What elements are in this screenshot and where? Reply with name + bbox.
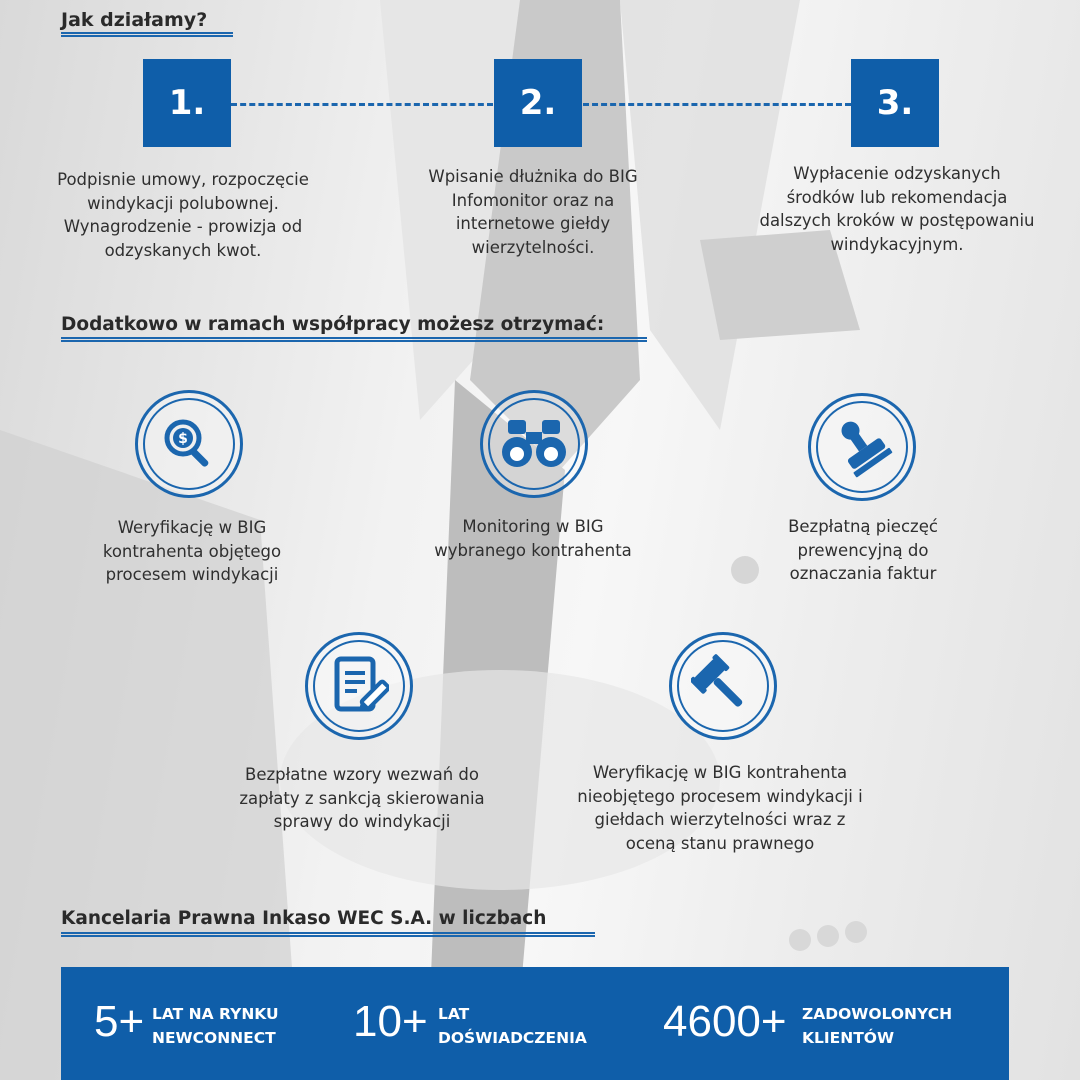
step-1-text: Podpisnie umowy, rozpoczęcie windykacji polubownej. Wynagrodzenie - prowizja od odzyskanych kwot.	[57, 170, 309, 260]
benefit-2-icon-circle	[480, 390, 588, 498]
step-3-text: Wypłacenie odzyskanych środków lub rekomendacja dalszych kroków w postępowaniu windykacyjnym.	[759, 164, 1035, 254]
benefit-3-text: Bezpłatną pieczęć prewencyjną do oznaczania faktur	[788, 517, 938, 583]
benefit-1-icon-circle	[135, 390, 243, 498]
stat-3-label	[802, 1002, 952, 1050]
benefits-title: Dodatkowo w ramach współpracy możesz otrzymać:	[61, 314, 605, 335]
stat-3-label-line1: ZADOWOLONYCH	[802, 1005, 953, 1023]
stat-1-label	[152, 1002, 279, 1050]
benefit-3-icon-circle	[808, 393, 916, 501]
step-connector-2	[583, 103, 851, 106]
benefit-2-text: Monitoring w BIG wybranego kontrahenta	[434, 517, 632, 560]
stat-3-label-line2: KLIENTÓW	[802, 1029, 895, 1047]
gavel-icon	[691, 654, 755, 718]
step-2-number: 2.	[494, 59, 582, 147]
numbers-underline	[61, 932, 595, 937]
stat-2-label	[438, 1002, 587, 1050]
stat-1-label-line1: LAT NA RYNKU	[152, 1005, 279, 1023]
benefit-5-icon-circle	[669, 632, 777, 740]
stamp-icon	[830, 415, 894, 479]
step-1-number: 1.	[143, 59, 231, 147]
stat-2-label-line1: LAT	[438, 1005, 470, 1023]
stat-2-value: 10+	[353, 997, 428, 1046]
benefits-underline	[61, 337, 647, 342]
document-pen-icon	[329, 655, 389, 717]
stat-3-value: 4600+	[663, 997, 787, 1046]
stats-bar	[61, 967, 1009, 1080]
step-3-number: 3.	[851, 59, 939, 147]
how-we-work-title: Jak działamy?	[61, 9, 208, 31]
benefit-4-text: Bezpłatne wzory wezwań do zapłaty z sankcją skierowania sprawy do windykacji	[239, 765, 485, 831]
benefit-5-text: Weryfikację w BIG kontrahenta nieobjętego procesem windykacji i giełdach wierzytelności wraz z oceną stanu prawnego	[577, 763, 863, 853]
benefit-1-text: Weryfikację w BIG kontrahenta objętego procesem windykacji	[102, 518, 282, 584]
stat-1-label-line2: NEWCONNECT	[152, 1029, 276, 1047]
stat-1-value: 5+	[94, 997, 145, 1046]
step-connector-1	[231, 103, 493, 106]
numbers-title: Kancelaria Prawna Inkaso WEC S.A. w liczbach	[61, 908, 547, 929]
step-2-text: Wpisanie dłużnika do BIG Infomonitor oraz na internetowe giełdy wierzytelności.	[428, 167, 638, 257]
how-we-work-underline	[61, 32, 233, 37]
magnifier-dollar-icon	[159, 414, 219, 474]
stat-2-label-line2: DOŚWIADCZENIA	[438, 1029, 587, 1047]
benefit-4-icon-circle	[305, 632, 413, 740]
binoculars-icon	[500, 414, 568, 474]
svg-text:$: $	[178, 431, 188, 447]
